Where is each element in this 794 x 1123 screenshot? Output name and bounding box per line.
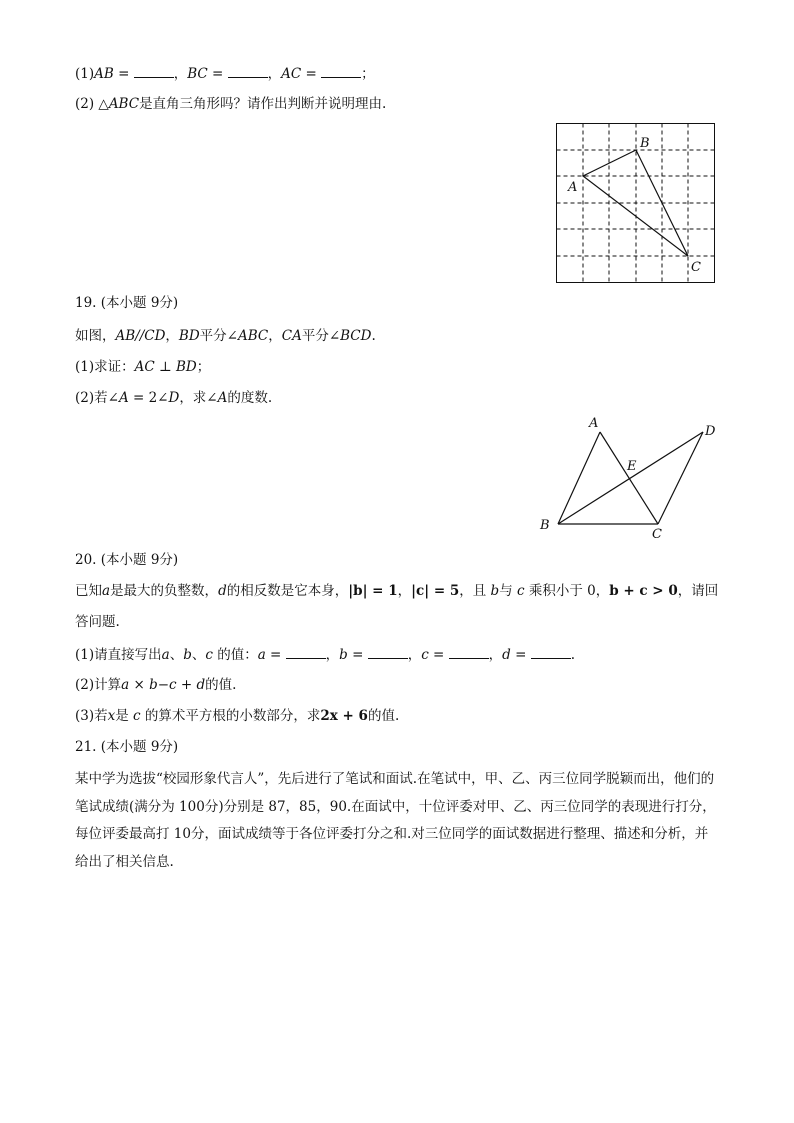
label-d: D: [705, 424, 716, 439]
q18-part1: (1)AB = ，BC = ，AC = ；: [75, 66, 375, 82]
d-answer-blank[interactable]: [531, 645, 571, 659]
segment-bd: [558, 432, 703, 524]
q20-part2: (2)计算a × b−c + d的值.: [75, 677, 237, 693]
label-e: E: [627, 459, 637, 474]
ab-answer-blank[interactable]: [134, 64, 174, 78]
label-c: C: [691, 260, 701, 275]
b-answer-blank[interactable]: [368, 645, 408, 659]
c-answer-blank[interactable]: [449, 645, 489, 659]
label-b: B: [640, 136, 650, 151]
bc-answer-blank[interactable]: [228, 64, 268, 78]
label-c: C: [652, 527, 662, 542]
q19-part2: (2)若∠A = 2∠D，求∠A的度数.: [75, 390, 273, 406]
q21-body: 某中学为选拔“校园形象代言人”，先后进行了笔试和面试.在笔试中，甲、乙、丙三位同学脱颖而出，他们的笔试成绩(满分为 100分)分别是 87，85，90.在面试中，十位评委对甲、乙、丙三位同学的表现进行打分，每位评委最高打 10分，面试成绩等于各位评委打分之和.对三位同学的面试数据进行整理、描述和分析，并给出了相关信息.: [75, 771, 716, 870]
q19-intro: 如图，AB//CD，BD平分∠ABC，CA平分∠BCD.: [75, 328, 376, 344]
q20-part1: (1)请直接写出a、b、c 的值：a = ，b = ，c = ，d = .: [75, 647, 576, 663]
grid-lines: [557, 124, 715, 283]
grid-triangle-figure: [550, 118, 722, 288]
q18-part2: (2) △ABC是直角三角形吗？请作出判断并说明理由.: [75, 96, 387, 112]
a-answer-blank[interactable]: [286, 645, 326, 659]
q21-header: 21. (本小题 9分): [75, 739, 179, 755]
label-a: A: [568, 180, 578, 195]
parallel-lines-figure: [535, 410, 725, 545]
q19-part1: (1)求证：AC ⊥ BD；: [75, 359, 211, 375]
q20-header: 20. (本小题 9分): [75, 552, 179, 568]
q20-part3: (3)若x是 c 的算术平方根的小数部分，求2x + 6的值.: [75, 708, 400, 724]
label-a: A: [589, 416, 599, 431]
ac-answer-blank[interactable]: [321, 64, 361, 78]
q20-statement-line1: 已知a是最大的负整数，d的相反数是它本身，|b| = 1，|c| = 5，且 b与 c 乘积小于 0，b + c > 0，请回: [75, 583, 719, 599]
label-b: B: [540, 518, 550, 533]
q20-statement-line2: 答问题.: [75, 614, 120, 630]
segment-ac: [600, 432, 658, 524]
q19-header: 19. (本小题 9分): [75, 295, 179, 311]
